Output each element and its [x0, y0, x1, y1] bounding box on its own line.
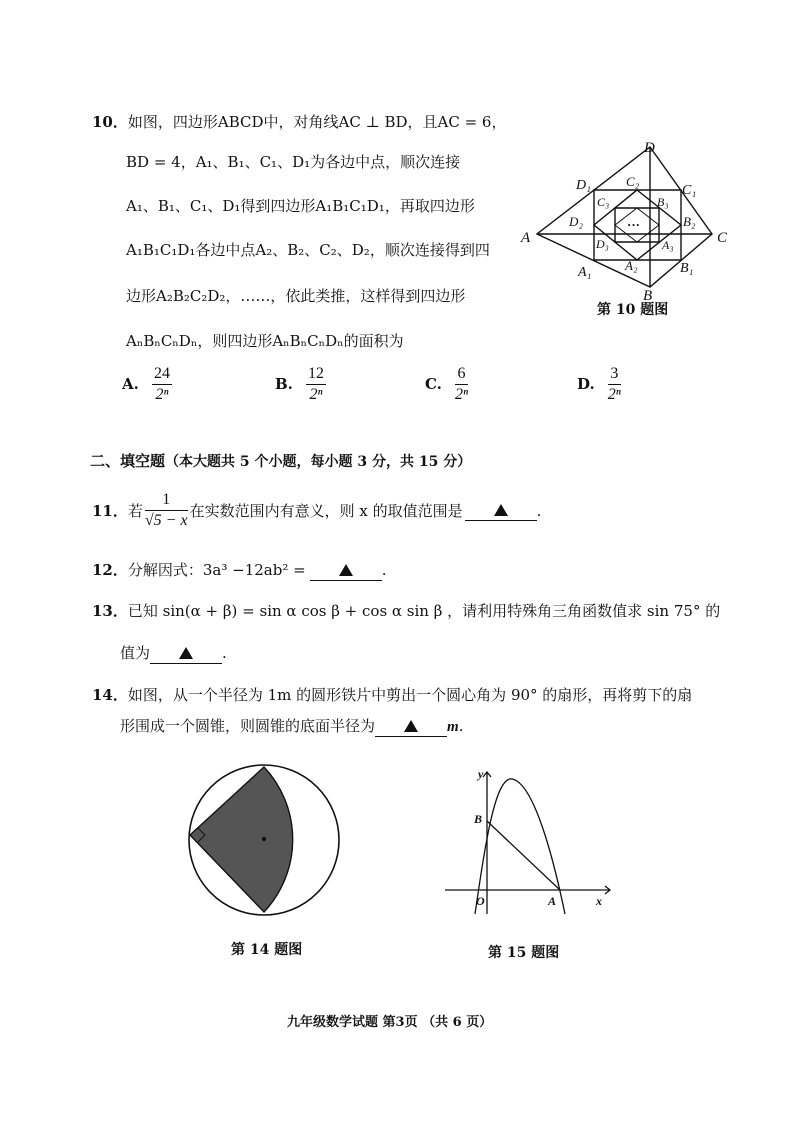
label-x: x — [596, 894, 602, 908]
q10-line1 — [92, 112, 506, 132]
option-fraction — [608, 364, 621, 405]
answer-marker-icon — [494, 504, 508, 516]
label-a: A — [548, 894, 557, 908]
q12-end: . — [381, 561, 387, 579]
q10-line5: 边形A₂B₂C₂D₂，……，依此类推，这样得到四边形 — [126, 287, 466, 305]
q15-figure-caption: 第 15 题图 — [488, 945, 560, 961]
q12-number: 12． — [92, 561, 128, 579]
q14-number: 14． — [92, 686, 128, 704]
answer-marker-icon — [404, 720, 418, 732]
q14-text: 如图，从一个半径为 1m 的圆形铁片中剪出一个圆心角为 90° 的扇形，再将剪下的扇 — [127, 686, 693, 704]
option-label: D. — [577, 375, 595, 393]
q12-answer-blank — [310, 560, 382, 581]
q14-end: . — [458, 717, 464, 735]
label-d2: D₂ — [569, 214, 583, 229]
q10-line6: AₙBₙCₙDₙ，则四边形AₙBₙCₙDₙ的面积为 — [126, 332, 404, 350]
option-label: B. — [275, 375, 293, 393]
q14-figure — [184, 760, 344, 920]
label-a2: A₂ — [625, 258, 638, 273]
label-c: C — [717, 230, 728, 246]
q10-option-a — [122, 364, 172, 405]
fraction-denominator: 2ⁿ — [155, 386, 169, 403]
label-a1: A₁ — [578, 265, 592, 280]
q11-text: 在实数范围内有意义，则 x 的取值范围是 — [189, 501, 463, 520]
q10-figure-caption: 第 10 题图 — [597, 302, 669, 318]
option-label: C. — [425, 375, 442, 393]
q14-line1 — [92, 685, 692, 705]
q13-line2 — [120, 643, 227, 664]
section-2-heading — [90, 451, 471, 472]
q10-number: 10． — [92, 113, 128, 131]
q10-line4: A₁B₁C₁D₁各边中点A₂、B₂、C₂、D₂，顺次连接得到四 — [126, 241, 490, 259]
fraction-denominator: 2ⁿ — [607, 386, 621, 403]
q11-prefix: 若 — [127, 501, 143, 520]
label-o: O — [476, 894, 485, 908]
q14-line2 — [120, 716, 463, 737]
q10-figure — [518, 134, 740, 320]
q12 — [92, 560, 386, 581]
option-fraction — [455, 364, 468, 405]
q14-figure-caption: 第 14 题图 — [231, 942, 303, 958]
label-c1: C₁ — [682, 183, 697, 198]
label-c3: C₃ — [597, 195, 610, 209]
circle-center-dot — [262, 837, 266, 841]
label-b: B — [643, 288, 653, 304]
fraction-numerator: 24 — [152, 364, 172, 385]
label-b2: B₂ — [683, 214, 696, 229]
q13-prefix: 值为 — [120, 644, 151, 662]
label-c2: C₂ — [626, 174, 640, 189]
q10-text-1: 如图，四边形ABCD中，对角线AC ⊥ BD，且AC = 6， — [127, 113, 507, 131]
option-fraction — [306, 364, 326, 405]
q10-line2: BD = 4，A₁、B₁、C₁、D₁为各边中点，顺次连接 — [126, 153, 461, 171]
q14-answer-blank — [375, 716, 447, 737]
q11-fraction — [145, 490, 188, 531]
fraction-numerator: 12 — [306, 364, 326, 385]
label-d3: D₃ — [596, 237, 609, 251]
answer-marker-icon — [339, 564, 353, 576]
q10-option-c — [425, 364, 468, 405]
q12-text: 分解因式：3a³ −12ab² = — [127, 561, 306, 579]
q13-end: . — [222, 644, 227, 662]
option-fraction — [152, 364, 172, 405]
q10-option-b — [275, 364, 326, 405]
fraction-numerator: 3 — [608, 364, 621, 385]
q11-end: . — [536, 501, 542, 520]
fraction-denominator: 2ⁿ — [455, 386, 469, 403]
label-y: y — [478, 767, 484, 781]
segment-ab — [487, 821, 560, 890]
q13-answer-blank — [150, 643, 222, 664]
q10-line3: A₁、B₁、C₁、D₁得到四边形A₁B₁C₁D₁，再取四边形 — [126, 197, 475, 215]
answer-marker-icon — [179, 647, 193, 659]
q14-prefix: 形围成一个圆锥，则圆锥的底面半径为 — [120, 717, 376, 735]
section-2-note: （本大题共 5 个小题，每小题 3 分，共 15 分） — [165, 454, 472, 470]
fraction-numerator: 6 — [455, 364, 468, 385]
q11-frac-num: 1 — [145, 490, 188, 511]
q14-unit: m — [447, 719, 459, 735]
label-dots: ··· — [627, 217, 641, 232]
q13-text: 已知 sin(α + β) = sin α cos β + cos α sin β ，请利用特殊角三角函数值求 sin 75° 的 — [127, 602, 721, 620]
q11-answer-blank — [465, 500, 537, 521]
q15-figure — [440, 766, 620, 916]
q11 — [92, 490, 541, 531]
fraction-denominator: 2ⁿ — [309, 386, 323, 403]
page-footer: 九年级数学试题 第3页 （共 6 页） — [287, 1015, 493, 1030]
label-b3: B₃ — [657, 195, 669, 209]
q13-line1 — [92, 601, 720, 621]
section-2-title: 二、填空题 — [90, 452, 166, 470]
q10-option-d — [577, 364, 621, 405]
option-label: A. — [122, 375, 139, 393]
label-a3: A₃ — [662, 238, 674, 252]
label-b1: B₁ — [680, 261, 694, 276]
label-d1: D₁ — [576, 178, 591, 193]
q13-number: 13． — [92, 602, 128, 620]
q11-number: 11． — [92, 501, 128, 520]
q11-frac-den: √5 − x — [144, 512, 188, 529]
label-a: A — [521, 230, 531, 246]
label-b: B — [474, 812, 483, 826]
label-d: D — [644, 140, 655, 156]
